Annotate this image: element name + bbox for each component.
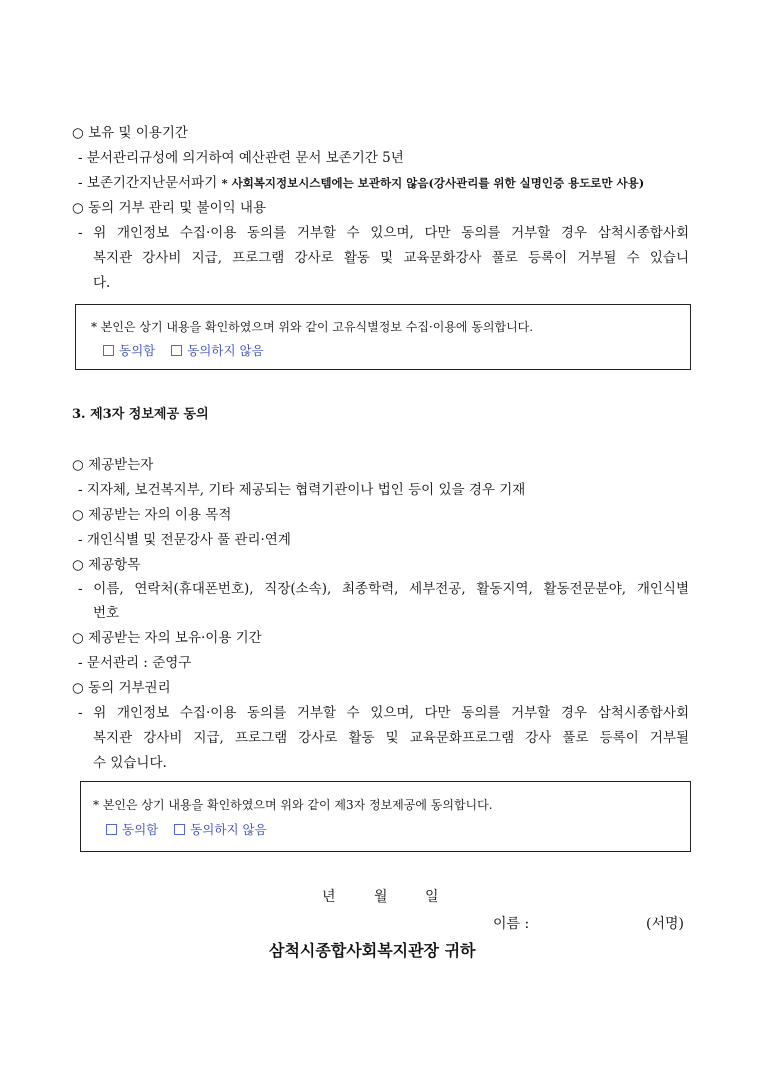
refusal-right-line-3: 수 있습니다. xyxy=(93,755,167,771)
section-3-title: 3. 제3자 정보제공 동의 xyxy=(72,407,209,422)
disagree-option[interactable] xyxy=(174,822,266,837)
refusal-line-1: - 위 개인정보 수집·이용 동의를 거부할 수 있으며, 다만 동의를 거부할 경우 삼척시종합사회 xyxy=(78,225,689,241)
consent-statement: * 본인은 상기 내용을 확인하였으며 위와 같이 고유식별정보 수집·이용에 동의합니다. xyxy=(91,320,534,334)
refusal-line-3: 다. xyxy=(93,275,111,291)
disagree-label: 동의하지 않음 xyxy=(187,343,264,358)
retention-item-2-text: - 보존기간지난문서파기 xyxy=(78,175,222,191)
period-heading: ○ 제공받는 자의 보유·이용 기간 xyxy=(72,630,262,646)
agree-option[interactable] xyxy=(106,822,158,837)
retention-item-1: - 분서관리규성에 의거하여 예산관련 문서 보존기간 5년 xyxy=(78,150,404,166)
agree-label: 동의함 xyxy=(119,343,156,358)
retention-item-2-note: * 사회복지정보시스템에는 보관하지 않음(강사관리를 위한 실명인증 용도로만 사용) xyxy=(221,176,645,190)
agree-checkbox[interactable] xyxy=(103,345,114,356)
recipient-heading: ○ 제공받는자 xyxy=(72,457,154,473)
retention-heading: ○ 보유 및 이용기간 xyxy=(72,125,188,141)
disagree-option[interactable] xyxy=(171,343,263,358)
agree-checkbox[interactable] xyxy=(106,824,117,835)
items-line-2: 번호 xyxy=(93,605,120,621)
consent-statement: * 본인은 상기 내용을 확인하였으며 위와 같이 제3자 정보제공에 동의합니다. xyxy=(93,798,493,812)
period-item: - 문서관리 : 준영구 xyxy=(78,655,192,671)
addressee: 삼척시종합사회복지관장 귀하 xyxy=(269,941,476,960)
recipient-item: - 지자체, 보건복지부, 기타 제공되는 협력기관이나 법인 등이 있을 경우 기재 xyxy=(78,482,526,498)
refusal-heading: ○ 동의 거부 관리 및 불이익 내용 xyxy=(72,200,267,216)
consent-options xyxy=(106,821,267,839)
signature-label: (서명) xyxy=(646,916,684,932)
refusal-right-line-1: - 위 개인정보 수집·이용 동의를 거부할 수 있으며, 다만 동의를 거부할 경우 삼척시종합사회 xyxy=(78,705,689,721)
purpose-item: - 개인식별 및 전문강사 풀 관리·연계 xyxy=(78,532,291,548)
consent-box-third-party xyxy=(80,781,691,852)
name-label: 이름 : xyxy=(493,916,530,932)
date-day-label: 일 xyxy=(425,889,439,905)
agree-option[interactable] xyxy=(103,343,155,358)
items-line-1: - 이름, 연락처(휴대폰번호), 직장(소속), 최종학력, 세부전공, 활동지역, 활동전문분야, 개인식별 xyxy=(78,581,689,597)
agree-label: 동의함 xyxy=(122,822,159,837)
refusal-line-2: 복지관 강사비 지급, 프로그램 강사로 활동 및 교육문화강사 풀로 등록이 거부될 수 있습니 xyxy=(93,250,689,266)
items-heading: ○ 제공항목 xyxy=(72,557,141,573)
disagree-checkbox[interactable] xyxy=(174,824,185,835)
consent-box-identification xyxy=(75,304,691,370)
date-month-label: 월 xyxy=(374,889,388,905)
disagree-checkbox[interactable] xyxy=(171,345,182,356)
consent-options xyxy=(103,342,264,360)
retention-item-2 xyxy=(78,174,644,192)
date-year-label: 년 xyxy=(322,889,336,905)
purpose-heading: ○ 제공받는 자의 이용 목적 xyxy=(72,507,232,523)
refusal-right-heading: ○ 동의 거부권리 xyxy=(72,680,171,696)
disagree-label: 동의하지 않음 xyxy=(190,822,267,837)
refusal-right-line-2: 복지관 강사비 지급, 프로그램 강사로 활동 및 교육문화프로그램 강사 풀로 등록이 거부될 xyxy=(93,730,689,746)
